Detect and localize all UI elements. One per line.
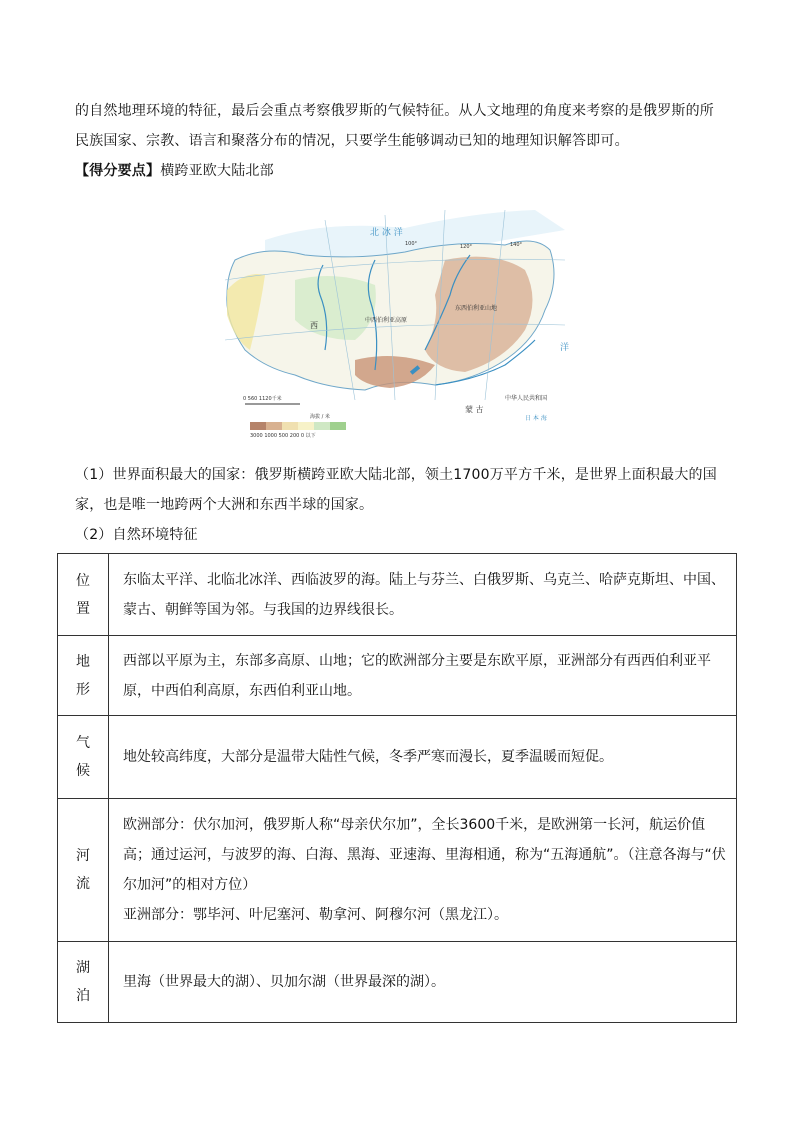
- label-arctic-ocean: 北 冰 洋: [370, 228, 403, 238]
- scoring-bracket: 【得分要点】: [75, 163, 161, 179]
- scoring-points: [75, 156, 725, 186]
- label-meridian-100: 100°: [405, 241, 418, 247]
- legend-title: 海拔 / 米: [310, 414, 330, 420]
- label-meridian-120: 120°: [460, 244, 473, 250]
- legend-values: 3000 1000 500 200 0 以下: [250, 433, 316, 439]
- row-label: 气 候: [58, 716, 109, 799]
- label-mongolia: 蒙 古: [465, 405, 484, 414]
- row-content: 欧洲部分：伏尔加河，俄罗斯人称“母亲伏尔加”，全长3600千米，是欧洲第一长河，航运价值高；通过运河，与波罗的海、白海、黑海、亚速海、里海相通，称为“五海通航”。（注意各海与“伏尔加河”的相对方位） 亚洲部分：鄂毕河、叶尼塞河、勒拿河、阿穆尔河（黑龙江）。: [109, 799, 737, 942]
- label-east-siberia: 东西伯利亚山地: [455, 305, 498, 312]
- label-west: 西: [310, 321, 318, 330]
- table-row: [58, 942, 737, 1023]
- label-pacific-ocean: 洋: [560, 343, 570, 353]
- row-label: 湖 泊: [58, 942, 109, 1023]
- row-label: 位 置: [58, 554, 109, 636]
- label-china: 中华人民共和国: [505, 395, 548, 402]
- label-meridian-140: 140°: [510, 242, 523, 248]
- table-row: [58, 636, 737, 716]
- row-label: 地 形: [58, 636, 109, 716]
- label-sea-of-japan: 日 本 海: [525, 415, 547, 422]
- table-row: [58, 716, 737, 799]
- row-content: 东临太平洋、北临北冰洋、西临波罗的海。陆上与芬兰、白俄罗斯、乌克兰、哈萨克斯坦、中国、蒙古、朝鲜等国为邻。与我国的边界线很长。: [109, 554, 737, 636]
- table-row: [58, 799, 737, 942]
- point-1-paragraph: （1）世界面积最大的国家：俄罗斯横跨亚欧大陆北部，领土1700万平方千米，是世界上面积最大的国家，也是唯一地跨两个大洲和东西半球的国家。: [75, 467, 717, 513]
- row-content: 里海（世界最大的湖）、贝加尔湖（世界最深的湖）。: [109, 942, 737, 1023]
- scoring-title: 横跨亚欧大陆北部: [160, 163, 274, 179]
- row-content: 西部以平原为主，东部多高原、山地；它的欧洲部分主要是东欧平原，亚洲部分有西西伯利亚平原，中西伯利高原，东西伯利亚山地。: [109, 636, 737, 716]
- russia-map: [205, 200, 585, 442]
- table-row: [58, 554, 737, 636]
- scale-label: 0 560 1120千米: [243, 396, 282, 402]
- intro-paragraph: 的自然地理环境的特征，最后会重点考察俄罗斯的气候特征。从人文地理的角度来考察的是俄罗斯的所民族国家、宗教、语言和聚落分布的情况，只要学生能够调动已知的地理知识解答即可。: [75, 103, 714, 149]
- natural-environment-table: [57, 553, 737, 1023]
- row-content: 地处较高纬度，大部分是温带大陆性气候，冬季严寒而漫长，夏季温暖而短促。: [109, 716, 737, 799]
- row-label: 河 流: [58, 799, 109, 942]
- point-2-heading: （2）自然环境特征: [75, 527, 198, 543]
- label-central-siberia: 中西伯利亚高原: [365, 317, 408, 324]
